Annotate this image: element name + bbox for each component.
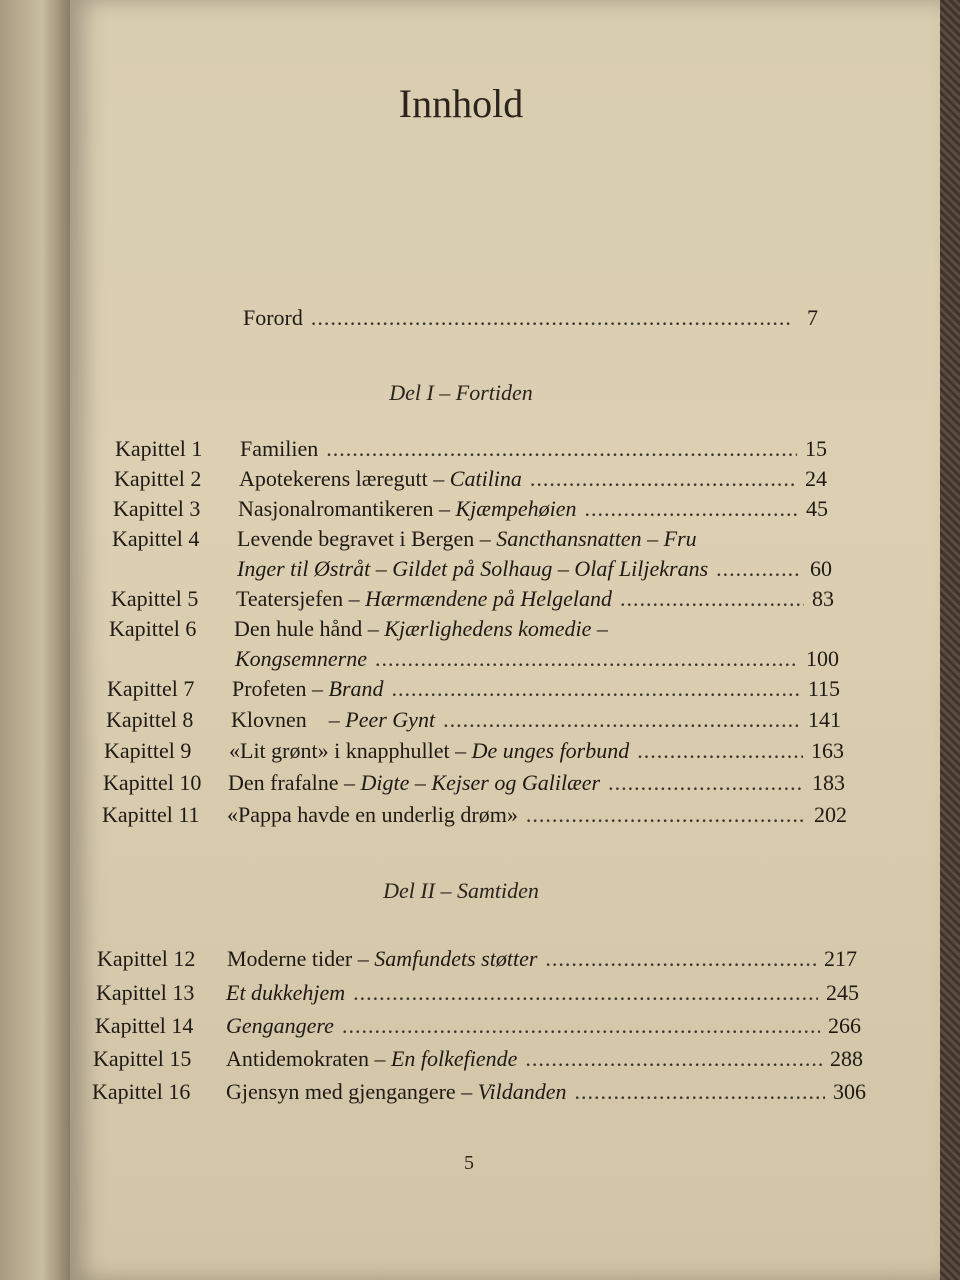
toc-entry-page: 7	[807, 305, 818, 330]
toc-entry	[102, 802, 847, 828]
leader-dots	[525, 1046, 822, 1072]
toc-entry-page: 100	[806, 646, 839, 671]
chapter-label: Kapittel 12	[97, 946, 196, 971]
chapter-label: Kapittel 5	[111, 586, 199, 611]
chapter-label: Kapittel 11	[102, 802, 200, 827]
leader-dots	[637, 738, 803, 764]
toc-entry	[111, 586, 834, 612]
toc-entry	[104, 738, 844, 764]
toc-entry-title: Den frafalne –	[228, 770, 361, 795]
toc-entry-page: 15	[805, 436, 827, 461]
toc-entry-page: 202	[814, 802, 847, 827]
toc-entry-title: Antidemokraten –	[226, 1046, 391, 1071]
work-title: Hærmændene på Helgeland	[365, 586, 613, 611]
work-title: Kjæmpehøien	[455, 496, 577, 521]
toc-entry-title: Den hule hånd –	[234, 616, 385, 641]
toc-entry-title: Teatersjefen –	[236, 586, 366, 611]
leader-dots	[353, 980, 818, 1006]
leader-dots	[326, 436, 797, 462]
toc-entry-page: 115	[807, 676, 840, 701]
leader-dots	[526, 802, 806, 828]
toc-entry-title: «Pappa havde en underlig drøm»	[227, 802, 518, 827]
toc-entry-page: 217	[824, 946, 857, 971]
chapter-label: Kapittel 7	[107, 676, 195, 701]
part-heading: Del II – Samtiden	[383, 878, 539, 903]
work-title: Et dukkehjem	[226, 980, 346, 1005]
work-title: Peer Gynt	[345, 707, 436, 732]
toc-entry-title: Familien	[240, 436, 319, 461]
chapter-label: Kapittel 16	[92, 1079, 191, 1104]
toc-entry	[92, 1079, 866, 1105]
chapter-label: Kapittel 4	[112, 526, 200, 551]
chapter-label: Kapittel 2	[114, 466, 202, 491]
toc-entry-title: Moderne tider –	[227, 946, 375, 971]
work-title: En folkefiende	[390, 1046, 518, 1071]
toc-entry	[112, 526, 832, 552]
toc-entry	[113, 496, 828, 522]
chapter-label: Kapittel 14	[95, 1013, 194, 1038]
toc-entry-title: Levende begravet i Bergen –	[237, 526, 497, 551]
work-title: Digte – Kejser og Galilæer	[360, 770, 601, 795]
toc-entry	[114, 466, 827, 492]
toc-entry	[109, 616, 834, 642]
toc-entry-title: Gjensyn med gjengangere –	[226, 1079, 478, 1104]
page-title: Innhold	[398, 81, 524, 126]
chapter-label: Kapittel 6	[109, 616, 197, 641]
leader-dots	[620, 586, 804, 612]
work-title: Kongsemnerne	[235, 646, 367, 671]
work-title: De unges forbund	[471, 738, 630, 763]
toc-entry-page: 60	[810, 556, 832, 581]
work-title: Catilina	[449, 466, 522, 491]
chapter-label: Kapittel 1	[115, 436, 203, 461]
work-title: Kjærlighedens komedie –	[384, 616, 608, 641]
toc-entry-title: «Lit grønt» i knapphullet –	[229, 738, 472, 763]
toc-entry-page: 45	[806, 496, 828, 521]
work-title: Gengangere	[226, 1013, 334, 1038]
toc-entry-page: 83	[812, 586, 834, 611]
leader-dots	[530, 466, 797, 492]
toc-entry-continuation	[235, 646, 839, 672]
leader-dots	[716, 556, 802, 582]
toc-entry-title: Apotekerens læregutt –	[239, 466, 450, 491]
leader-dots	[392, 676, 800, 702]
toc-entry-page: 288	[830, 1046, 863, 1071]
leader-dots	[443, 707, 800, 733]
leader-dots	[575, 1079, 826, 1105]
work-title: Sancthansnatten – Fru	[496, 526, 697, 551]
toc-entry-continuation	[237, 556, 832, 582]
work-title: Samfundets støtter	[374, 946, 538, 971]
leader-dots	[608, 770, 804, 796]
leader-dots	[311, 305, 790, 331]
toc-entry-page: 24	[805, 466, 827, 491]
leader-dots	[545, 946, 816, 972]
chapter-label: Kapittel 13	[96, 980, 195, 1005]
toc-entry	[115, 436, 827, 462]
chapter-label: Kapittel 9	[104, 738, 192, 763]
chapter-label: Kapittel 15	[93, 1046, 192, 1071]
toc-entry-title: Nasjonalromantikeren –	[238, 496, 456, 521]
page-number: 5	[464, 1152, 474, 1174]
work-title: Inger til Østråt – Gildet på Solhaug – Olaf Liljekrans	[237, 556, 709, 581]
work-title: Brand	[328, 676, 384, 701]
toc-entry	[106, 707, 841, 733]
toc-entry	[97, 946, 857, 972]
toc-entry	[103, 770, 845, 796]
toc-entry	[107, 676, 840, 702]
toc-entry-page: 141	[808, 707, 841, 732]
leader-dots	[585, 496, 799, 522]
toc-entry-forord	[243, 305, 818, 331]
work-title: Vildanden	[477, 1079, 567, 1104]
toc-entry-page: 306	[833, 1079, 866, 1104]
chapter-label: Kapittel 3	[113, 496, 201, 521]
toc-entry	[96, 980, 859, 1006]
toc-entry	[95, 1013, 861, 1039]
facing-page-edge	[0, 0, 70, 1280]
toc-entry-title: Profeten –	[232, 676, 329, 701]
toc-entry-title: Forord	[243, 305, 303, 330]
toc-entry-title: Klovnen –	[231, 707, 346, 732]
chapter-label: Kapittel 8	[106, 707, 194, 732]
toc-entry-page: 266	[828, 1013, 861, 1038]
toc-entry	[93, 1046, 863, 1072]
leader-dots	[342, 1013, 820, 1039]
leader-dots	[375, 646, 798, 672]
toc-entry-page: 163	[811, 738, 844, 763]
chapter-label: Kapittel 10	[103, 770, 202, 795]
toc-entry-page: 245	[826, 980, 859, 1005]
part-heading: Del I – Fortiden	[389, 380, 533, 405]
toc-entry-page: 183	[812, 770, 845, 795]
